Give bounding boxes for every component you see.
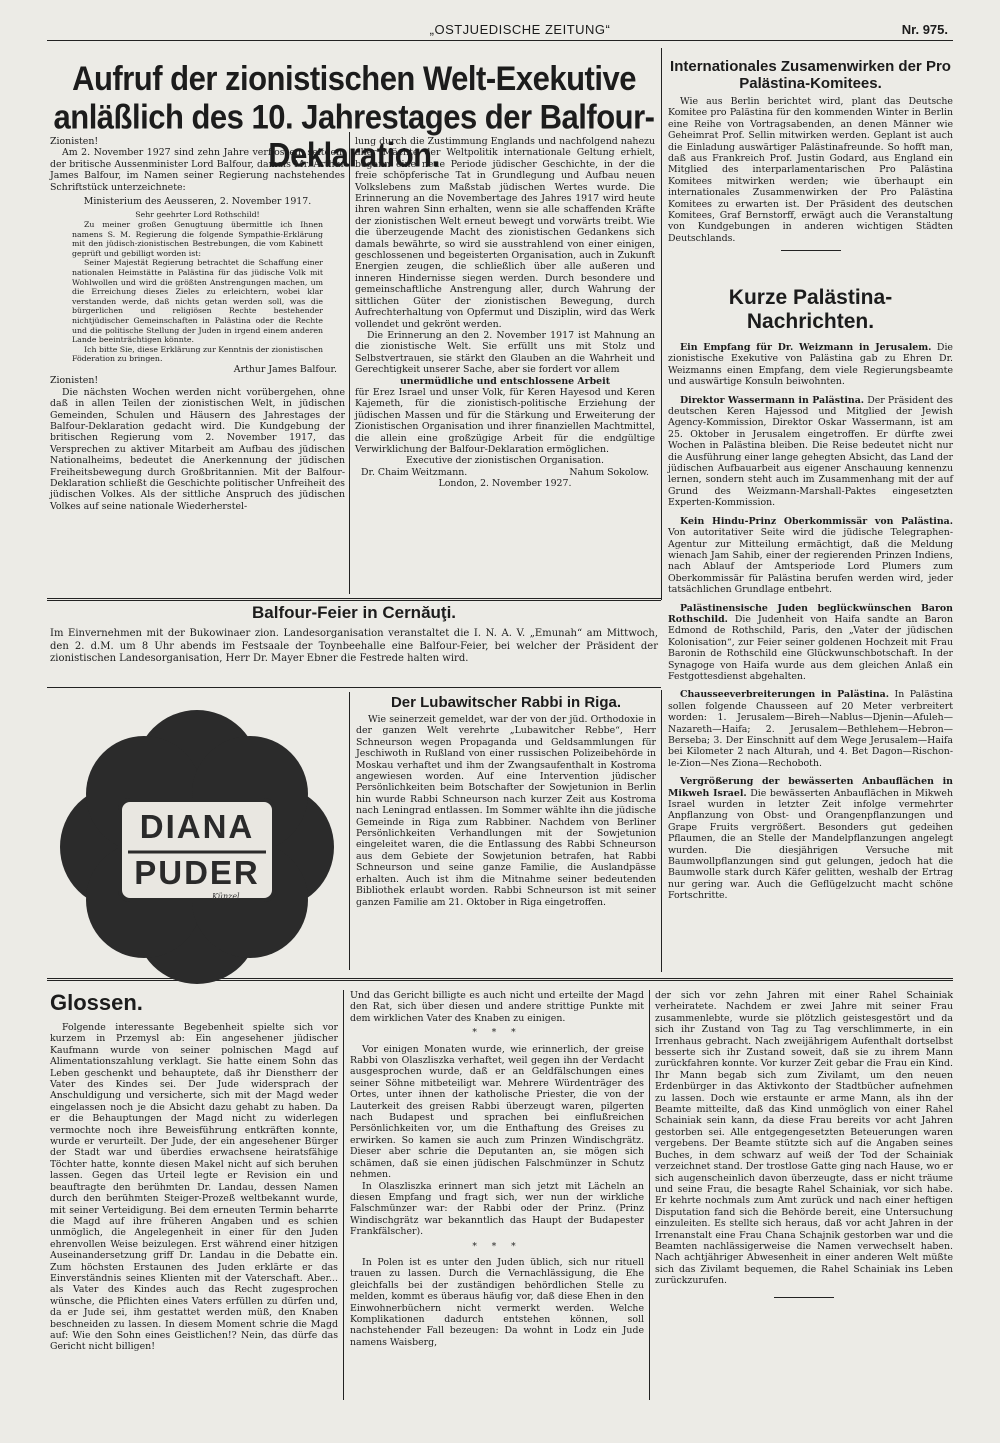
news-item (668, 603, 953, 683)
balfour-feier-text: Im Einvernehmen mit der Bukowinaer zion. Landesorganisation veranstaltet die I. N. A. V. „Emunah“ am Mittwoch, den 2. d.M. um 8 Uhr abends im Festsaale der Toynbeehalle eine Balfour-Feier, bei welcher der Präsident der zionistischen Landesorganisation, Herr Dr. Mayer Ebner die Festrede halten wird. (50, 628, 658, 664)
glossen-text: der sich vor zehn Jahren mit einer Rahel Schainiak verheiratete. Nachdem er zwei Jahre mit seiner Frau zusammenlebte, wurde sie plötzlich geistesgestört und da sich ihr Zustand von Tag zu Tag verschlimmerte, in ein Irrenhaus gebracht. Nach zweijährigem Aufenthalt dortselbst besserte sich ihr Zustand soweit, daß sie zu ihrem Mann zurückfahren konnte. Vor kurzer Zeit gebar die Frau ein Kind. Ihr Mann begab sich zum Zivilamt, um den neuen Erdenbürger in das Aktivkonto der Stadtbücher aufnehmen zu lassen. Doch wie erstaunte er arme Mann, als ihn der Beamte mitteilte, daß das Kind unmöglich von einer Rahel Schainiak sein kann, da diese Frau bereits vor acht Jahren gestorben sei. Alle entgegengesetzten Beteuerungen waren vergebens. Der Beamte stützte sich auf die Angaben seines Buches, in dem schwarz auf weiß der Tod der Schainiak verzeichnet stand. Der trostlose Gatte ging nach Hause, wo er sich augenscheinlich davon überzeugte, dass er nicht träume und seine Frau, die besagte Rahel Schainiak, vor sich habe. Er kehrte nochmals zum Amt zurück und nach einer heftigen Disputation fand sich die Behörde bereit, eine Untersuchung einzuleiten. Es stellte sich heraus, daß vor acht Jahren in der Irrenanstalt eine Frau Chana Schajnik gestorben war und die Beamten nachlässigerweise die Namen verwechselt haben. Nach achtjähriger Abwesenheit in einer anderen Welt müßte sich das Zivilamt bequemen, die Rahel Schainiak ins Leben zurückzurufen. (655, 990, 953, 1287)
glossen-text: In Olaszliszka erinnert man sich jetzt mit Lächeln an diesen Empfang und fragt sich, wer nun der wirkliche Falschmünzer war: der Rabbi oder der Prinz. (Prinz Windischgrätz war bekanntlich das Haupt der Budapester Frankfälscher). (350, 1180, 644, 1238)
news-item-text: Die Judenheit von Haifa sandte an Baron Edmond de Rothschild, Paris, den „Vater der jüdischen Kolonisation“, zur Feier seiner goldenen Hochzeit mit Frau Baronin de Rothschild eine Glückwunschbotschaft. In der Synagoge von Haifa wurde aus dem gleichen Anlaß ein Festgottesdienst abgehalten. (668, 613, 953, 682)
column-divider (349, 692, 350, 970)
lubawitscher-article (356, 694, 656, 970)
news-item-title: Palästinensische Juden beglückwünschen Baron Rothschild. (668, 602, 953, 625)
ad-product: PUDER (134, 854, 260, 891)
news-item (668, 395, 953, 509)
glossen-column-3 (655, 990, 953, 1400)
column-divider (649, 990, 650, 1400)
glossen-text: In Polen ist es unter den Juden üblich, sich nur rituell trauen zu lassen. Durch die Vernachlässigung, die Ehe gleichfalls bei der zuständigen behördlichen Stelle zu melden, kommt es überaus häufig vor, daß diese Ehen in den Einwohnerbüchern nicht vermerkt werden. Welche Komplikationen dadurch entstehen können, soll nachstehender Fall bezeugen: Da wohnt in Lodz ein Jude namens Waisberg, (350, 1256, 644, 1348)
header-rule (47, 40, 953, 41)
aufruf-body: lung durch die Zustimmung Englands und nachfolgend nahezu aller Mächte der Weltpolitik internationale Geltung erhielt, begann eine neue Periode jüdischer Geschichte, in der die freie schöpferische Tat in Grundlegung und Aufbau neuen Volkslebens zum Maßstab jüdischen Wertes wurde. Die Erinnerung an die Novembertage des Jahres 1917 wird heute ihren wahren Sinn erhalten, wenn sie alle schaffenden Kräfte der zionistischen Welt erneut bewegt und vorwärts treibt. Wie die überzeugende Macht des zionistischen Gedankens sich damals bewährte, so wird sie ausstrahlend von einer einigen, geschlossenen und begeisterten Organisation, auch in Zukunft Energien zeugen, die schließlich über alle außeren und inneren Hindernisse siegen werden. Durch besondere und gemeinschaftliche Anstrengung aller, durch Wahrung der sittlichen Güter der zionistischen Bewegung, durch Aufrechterhaltung von Opfermut und Disziplin, wird das Werk vollendet und gekrönt werden. (355, 136, 655, 330)
news-item-title: Ein Empfang für Dr. Weizmann in Jerusalem. (680, 342, 932, 353)
news-item (668, 776, 953, 901)
aufruf-ministry: Ministerium des Aeusseren, 2. November 1917. (83, 196, 312, 208)
aufruf-headline: Aufruf der zionistischen Welt-Exekutive anläßlich des 10. Jahrestages der Balfour-Deklaration. (53, 58, 655, 175)
separator-stars: * * * (472, 1241, 522, 1252)
balfour-feier-headline: Balfour-Feier in Cernăuţi. (251, 603, 457, 622)
balfour-feier-article (50, 603, 658, 685)
powder-box-illustration (62, 712, 332, 982)
intl-text: Wie aus Berlin berichtet wird, plant das Deutsche Komitee pro Palästina für den kommenden Winter in Berlin eine Reihe von Vortragsabenden, an denen Männer wie Geheimrat Prof. Sellin mitwirken werden. Geplant ist auch die Einladung auswärtiger Palästinafreunde. So hofft man, daß aus Frankreich Prof. Justin Godard, aus England ein Mitglied des interparlamentarischen Pro Palästina Komitees mitwirken werden; wie überhaupt ein internationales Zusammenwirken der Pro Palästina Komitees zu erwarten ist. Der Präsident des deutschen Komitees, Graf Bernstorff, erwägt auch die Veranstaltung von Kundgebungen in anderen wichtigen Städten Deutschlands. (668, 96, 953, 244)
signature-weitzmann: Dr. Chaim Weitzmann. (361, 466, 468, 478)
glossen-headline: Glossen. (50, 990, 143, 1015)
news-item (668, 516, 953, 596)
glossen-column-1 (50, 990, 338, 1400)
kurze-headline: Kurze Palästina-Nachrichten. (728, 286, 893, 333)
aufruf-body: für Erez Israel und unser Volk, für Keren Hayesod und Keren Kajemeth, für die zionistisch-politische Erziehung der jüdischen Massen und für die Stärkung und Erweiterung der Zionistischen Organisation und ihrer finanziellen Machtmittel, die allein eine großzügige Arbeit für die endgültige Verwirklichung der Balfour-Deklaration ermöglichen. (355, 386, 655, 455)
glossen-text: Und das Gericht billigte es auch nicht und erteilte der Magd den Rat, sich über diesen und andere strittige Punkte mit dem wirklichen Vater des Knaben zu einigen. (350, 990, 644, 1024)
signature-sokolow: Nahum Sokolow. (569, 466, 649, 478)
lubawitscher-headline: Der Lubawitscher Rabbi in Riga. (390, 694, 622, 711)
news-item-text: Die zionistische Exekutive von Palästina gab zu Ehren Dr. Weizmanns einen Empfang, dem viele Regierungsbeamte und auswärtige Konsuln beiwohnten. (668, 342, 953, 388)
news-item-title: Vergrößerung der bewässerten Anbauflächen in Mikweh Israel. (668, 776, 953, 799)
letter-paragraph: Seiner Majestät Regierung betrachtet die Schaffung einer nationalen Heimstätte in Palästina für das jüdische Volk mit Wohlwollen und wird die größten Anstrengungen machen, um die Erreichung dieses Zieles zu erleichtern, wobei klar verstanden werde, daß nichts getan werden soll, was die bürgerlichen und religiösen Rechte bestehender nichtjüdischer Gemeinschaften in Palästina oder die Rechte und die politische Stellung der Juden in irgend einem anderen Lande beeinträchtigen könnte. (72, 258, 323, 345)
aufruf-greeting: Zionisten! (50, 136, 99, 147)
separator-stars: * * * (472, 1028, 522, 1039)
aufruf-body: Die nächsten Wochen werden nicht vorübergehen, ohne daß in allen Teilen der zionistischen Welt, in jüdischen Gemeinden, Schulen und Häusern des Jahrestages der Balfour-Deklaration gedacht wird. Die Kundgebung der britischen Regierung vom 2. November 1917, das Versprechen zu aktiver Mitarbeit am Aufbau des jüdischen Nationalheims, bedeutet die Anerkennung der jüdischen Freiheitsbewegung durch Großbritannien. Mit der Balfour-Deklaration schließt die Geschichte politischer Unfreiheit des jüdischen Volkes. Als der sittliche Anspruch des jüdischen Volkes auf seine nationale Wiederherstel- (50, 386, 345, 512)
news-item-title: Chausseeverbreiterungen in Palästina. (680, 689, 889, 701)
column-divider (343, 990, 344, 1400)
aufruf-place-date: London, 2. November 1927. (438, 478, 572, 490)
glossen-text: Vor einigen Monaten wurde, wie erinnerlich, der greise Rabbi von Olaszliszka verhaftet, weil gegen ihn der Verdacht ausgesprochen wurde, daß er an Geldfälschungen eines seiner Söhne mitbeteiligt war. Mehrere Würdenträger des Ortes, unter ihnen der katholische Priester, die von der Lauterkeit des greisen Rabbi überzeugt waren, pilgerten nach Budapest und sprachen bei einflußreichen Persönlichkeiten vor, um die Enthaftung des Greises zu erwirken. So kamen sie auch zum Prinzen Windischgrätz. Dieser aber schrie die Deputanten an, sie mögen sich schämen, daß sie einen jüdischen Falschmünzer in Schutz nehmen. (350, 1043, 644, 1181)
news-item-text: Von autoritativer Seite wird die jüdische Telegraphen-Agentur zur Mitteilung ermächtigt, daß die Meldung wienach Jam Sahib, einer der regierenden Prinzen Indiens, nach Ablauf der Amtsperiode Lord Plumers zum Oberkommissär für Palästina berufen werden wird, jeder tatsächlichen Grundlage entbehrt. (668, 527, 953, 596)
short-rule (774, 1297, 834, 1298)
glossen-text: Folgende interessante Begebenheit spielte sich vor kurzem in Przemysl ab: Ein angesehener jüdischer Kaufmann wurde von seiner polnischen Magd auf Alimentationszahlung verklagt. Sie hatte einem Sohn das Leben geschenkt und behauptete, daß ihr Dienstherr der Vater des Kindes sei. Der Jude widersprach der Anschuldigung und versicherte, sich mit der Magd weder eingelassen noch je die Absicht dazu gehabt zu haben. Da er die Behauptungen der Magd nicht zu widerlegen vermochte noch ihre Beweisführung entkräften konnte, wurde er verurteilt. Der Jude, der ein angesehener Bürger der Stadt war und überdies erwachsene heiratsfähige Töchter hatte, konnte diesen Makel nicht auf sich beruhen lassen. Gegen das Urteil legte er Revision ein und beauftragte den berühmten Dr. Landau, dessen Namen durch den berühmten Steiger-Prozeß weltbekannt wurde, mit seiner Verteidigung. Bei dem erneuten Termin beharrte die Magd auf ihre früheren Angaben und es schien unmöglich, die Angelegenheit in einer für den Juden ehrenvollen Weise beizulegen. Erst während einer hitzigen Auseinandersetzung griff Dr. Landau in die Debatte ein. Zum höchsten Erstaunen des Juden erklärte er das Einverständnis seines Klienten mit der Vaterschaft. Aber... als Vater des Kindes auch das Recht zugesprochen wünsche, die Pflichten eines Vaters erfüllen zu dürfen und, da er Jude sei, ihm gestattet werden müß, den Knaben beschneiden zu lassen. In diesem Moment schrie die Magd auf: Wie den Sohn eines Geistlichen!? Nein, das dürfe das Gericht nicht billigen! (50, 1022, 338, 1353)
letter-paragraph: Ich bitte Sie, diese Erklärung zur Kenntnis der zionistischen Föderation zu bringen. (72, 344, 323, 364)
column-divider (661, 690, 662, 972)
lubawitscher-text: Wie seinerzeit gemeldet, war der von der jüd. Orthodoxie in der ganzen Welt verehrte „Lubawitcher Rebbe“, Herr Schneurson wegen Propaganda und Geldsammlungen für Jeschiwoth in Rußland von einer russischen Polizeibehörde in Moskau verhaftet und ihm der Zwangsaufenthalt in Kostroma angewiesen worden. Auf eine Intervention jüdischer Persönlichkeiten beim Botschafter der Sowjetunion in Berlin hin wurde Rabbi Schneurson nach kurzer Zeit aus Kostroma nach Leningrad entlassen. Im Sommer wählte ihn die jüdische Gemeinde in Riga zum Rabbiner. Nachdem von Berliner Persönlichkeiten Verhandlungen mit der Sowjetunion eingeleitet waren, die die Entlassung des Rabbi Schneurson aus dem Gebiete der Sowjetunion betrafen, hat Rabbi Schneurson und seine ganze Familie, die Auslandpässe erhalten. Auch ist ihm die Mitnahme seiner bedeutenden Bibliothek erlaubt worden. Rabbi Schneurson ist mit seiner ganzen Familie am 21. Oktober in Riga eingetroffen. (356, 714, 656, 908)
news-item-title: Direktor Wassermann in Palästina. (680, 394, 865, 406)
intl-article (668, 58, 953, 278)
news-item (668, 342, 953, 388)
column-divider (349, 132, 350, 594)
aufruf-intro: Am 2. November 1927 sind zehn Jahre verflossen, seitdem der britische Aussenminister Lord Balfour, damals Mr. Arthur James Balfour, im Namen seiner Regierung nachstehendes Schriftstück unterzeichnete: (50, 147, 345, 193)
section-rule (47, 598, 661, 601)
issue-number: Nr. 975. (901, 22, 948, 37)
news-item-title: Kein Hindu-Prinz Oberkommissär von Palästina. (680, 515, 953, 527)
section-rule (47, 687, 661, 688)
aufruf-greeting-2: Zionisten! (50, 375, 99, 387)
short-rule (781, 250, 841, 251)
news-item (668, 689, 953, 769)
aufruf-emphasis: unermüdliche und entschlossene Arbeit (399, 375, 611, 387)
letter-signature: Arthur James Balfour. (233, 363, 337, 375)
newspaper-name: „OSTJUEDISCHE ZEITUNG“ (429, 22, 611, 37)
news-item-text: Die bewässerten Anbauflächen in Mikweh Israel wurden in letzter Zeit infolge vermehrter Anpflanzung von Obst- und Orangenpflanzungen und Grape Fruits vergrößert. Besonders gut gedeihen Pflaumen, die an Stelle der Mandelpflanzungen angelegt wurden. Die diesjährigen Versuche mit Baumwollpflanzungen sind gut gelungen, jedoch hat die Baumwolle stark durch Käfer gelitten, weshalb der Ertrag nur gering war. Auch die Geflügelzucht macht schöne Fortschritte. (668, 787, 953, 902)
aufruf-column-2 (355, 136, 655, 594)
aufruf-executive: Executive der zionistischen Organisation. (405, 455, 605, 467)
news-item-text: Der Präsident des deutschen Keren Hajessod und Mitglied der Jewish Agency-Kommission, Direktor Oskar Wassermann, ist am 25. Oktober in Jerusalem eingetroffen. Er dürfte zwei Wochen in Palästina bleiben. Die Reise bedeutet nicht nur die Ausführung einer lange gehegten Absicht, das Land der jüdischen Aufbauarbeit aus eigener Anschauung kennenzu lernen, sondern steht auch im Zusammenhang mit der auf Grund des Weizmann-Marshall-Paktes eingesetzten Experten-Kommission. (668, 394, 953, 509)
intl-headline: Internationales Zusamenwirken der Pro Palästina-Komitees. (670, 58, 951, 92)
ad-artist-signature: Künzel (212, 892, 240, 901)
diana-puder-ad (62, 712, 332, 982)
ad-brand: DIANA (139, 808, 255, 845)
news-item-text: In Palästina sollen folgende Chausseen auf 20 Meter verbreitert worden: 1. Jerusalem—Bireh—Nablus—Djenin—Afuleh—Nazareth—Haifa; 2. Jerusalem—Bethlehem—Hebron—Berseba; 3. Der Einschnitt auf dem Wege Jerusalem—Haifa bei Kilometer 2 nach Alturah, und 4. Bet Dagon—Rischon-le-Zion—Nes Ziona—Rechoboth. (668, 689, 954, 769)
glossen-column-2 (350, 990, 644, 1400)
kurze-article (668, 280, 953, 972)
column-divider (661, 48, 662, 600)
letter-salutation: Sehr geehrter Lord Rothschild! (135, 210, 260, 220)
letter-paragraph: Zu meiner großen Genugtuung übermittle ich Ihnen namens S. M. Regierung die folgende Sympathie-Erklärung mit den jüdisch-zionistischen Bestrebungen, die vom Kabinett geprüft und gebilligt worden ist: (72, 220, 323, 258)
aufruf-body: Die Erinnerung an den 2. November 1917 ist Mahnung an die zionistische Welt. Sie erfüllt uns mit Stolz und Selbstvertrauen, sie stärkt den Glauben an die Wahrheit und Gerechtigkeit unserer Sache, aber sie fordert vor allem (355, 329, 655, 376)
aufruf-column-1 (50, 136, 345, 594)
